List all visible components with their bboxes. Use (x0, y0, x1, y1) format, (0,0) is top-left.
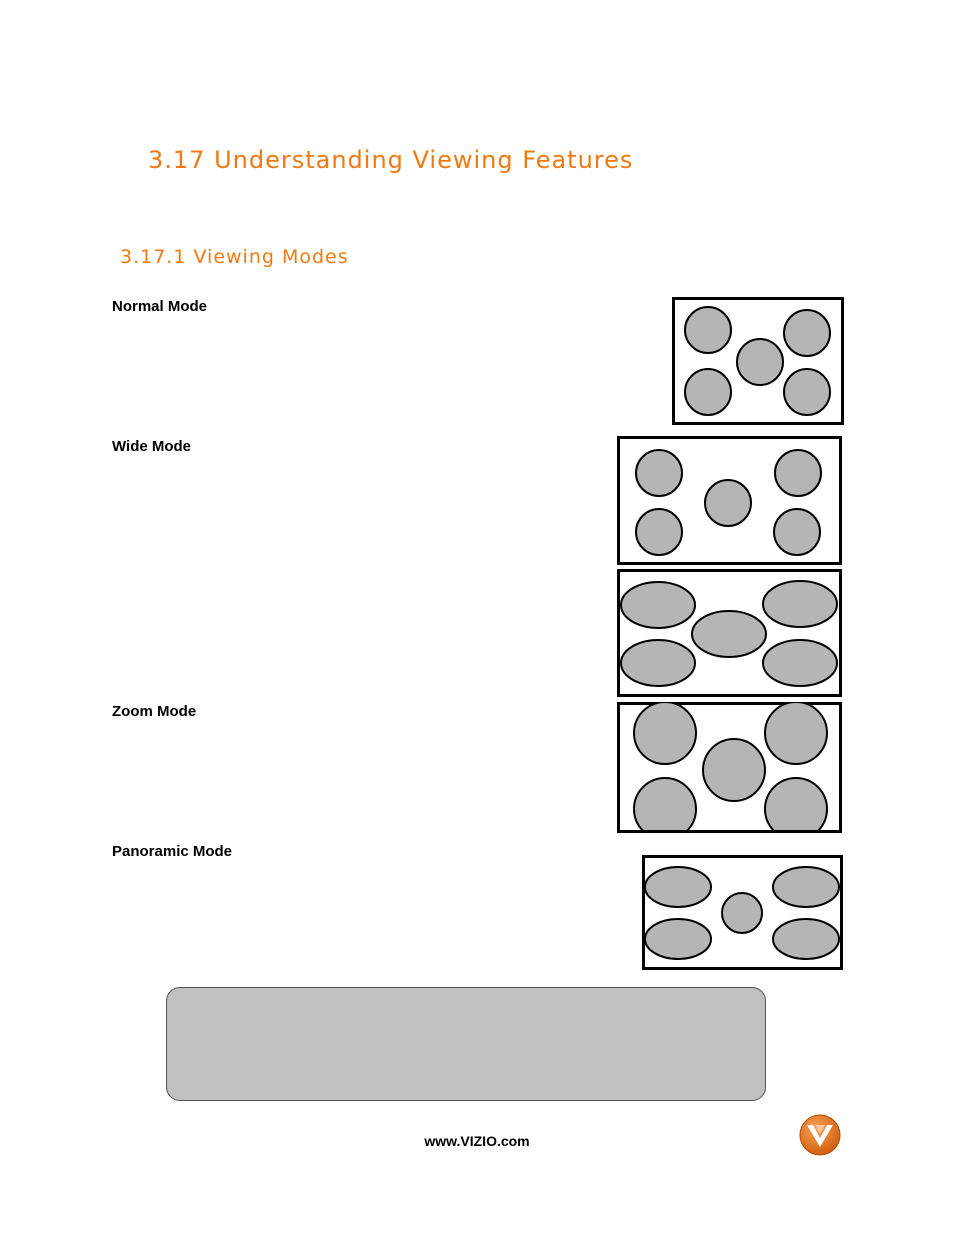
circle-shape (722, 893, 762, 933)
ellipse-shape (621, 582, 695, 628)
panoramic-mode-diagram (642, 855, 843, 970)
ellipse-shape (773, 867, 839, 907)
ellipse-shape (773, 919, 839, 959)
subsection-title: 3.17.1 Viewing Modes (120, 246, 349, 268)
panoramic-mode-label: Panoramic Mode (112, 843, 233, 860)
ellipse-shape (763, 581, 837, 627)
circle-shape (685, 307, 731, 353)
circle-shape (636, 450, 682, 496)
wide-mode-label: Wide Mode (112, 438, 192, 455)
footer-website: www.VIZIO.com (424, 1133, 530, 1149)
note-box (166, 987, 766, 1101)
circle-shape (784, 369, 830, 415)
ellipse-shape (621, 640, 695, 686)
circle-shape (774, 509, 820, 555)
ellipse-shape (645, 919, 711, 959)
normal-mode-diagram (672, 297, 844, 425)
circle-shape (705, 480, 751, 526)
circle-shape (765, 702, 827, 764)
circle-shape (703, 739, 765, 801)
zoom-mode-diagram (617, 702, 842, 833)
circle-shape (636, 509, 682, 555)
ellipse-shape (645, 867, 711, 907)
ellipse-shape (692, 611, 766, 657)
normal-mode-label: Normal Mode (112, 298, 208, 315)
circle-shape (737, 339, 783, 385)
zoom-mode-label: Zoom Mode (112, 703, 197, 720)
section-title: 3.17 Understanding Viewing Features (148, 146, 634, 174)
circle-shape (685, 369, 731, 415)
circle-shape (634, 778, 696, 833)
circle-shape (784, 310, 830, 356)
circle-shape (775, 450, 821, 496)
wide-mode-diagram-pillarbox (617, 436, 842, 565)
vizio-v-logo-icon (798, 1114, 842, 1156)
circle-shape (634, 702, 696, 764)
wide-mode-diagram-stretched (617, 569, 842, 697)
ellipse-shape (763, 640, 837, 686)
circle-shape (765, 778, 827, 833)
